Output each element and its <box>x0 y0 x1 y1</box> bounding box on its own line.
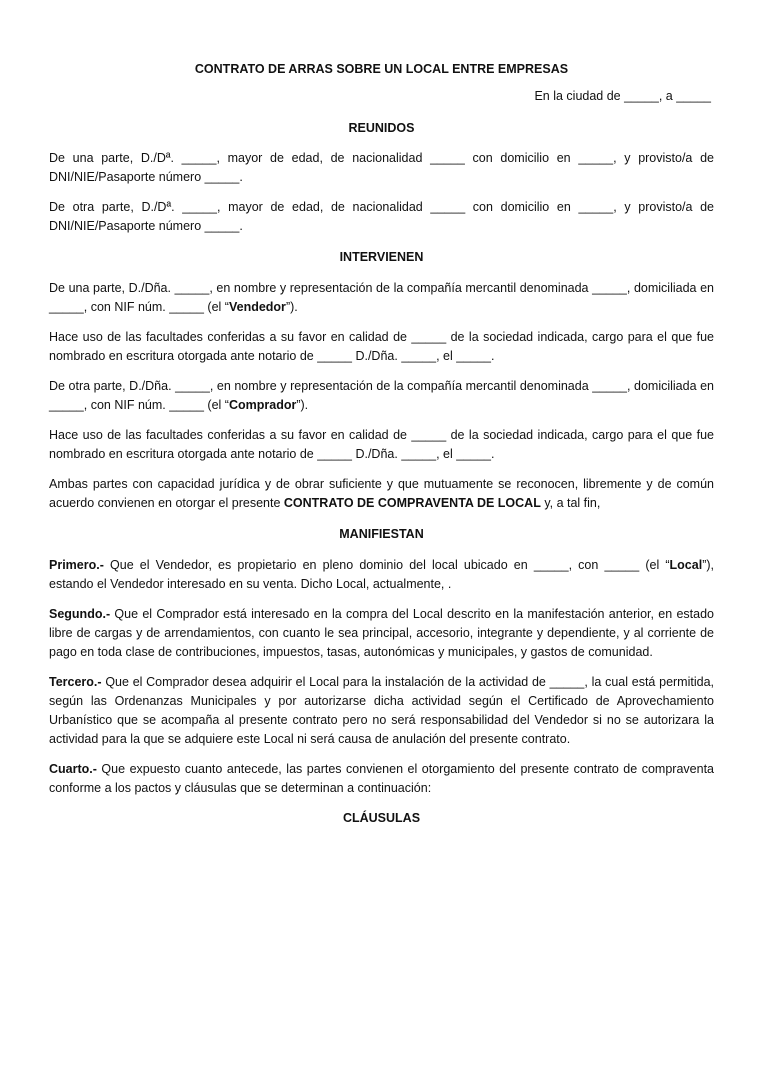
manifiesto-tercero: Tercero.- Que el Comprador desea adquirir el Local para la instalación de la actividad de _____, la cual está permitida, según las Ordenanzas Municipales y por autorizarse dicha actividad según el Certificado de Aprovechamiento Urbanístico que se acompaña al presente contrato pero no será responsabilidad del Vendedor si no se autorizara la actividad para la que se adquiere este Local ni será causa de anulación del presente contrato. <box>49 675 714 746</box>
cuarto-label: Cuarto.- <box>49 762 97 776</box>
intervienen-acuerdo: Ambas partes con capacidad jurídica y de obrar suficiente y que mutuamente se reconocen, libremente y de común acuerdo convienen en otorgar el presente CONTRATO DE COMPRAVENTA DE LOCAL y, a tal fin, <box>49 477 714 510</box>
primero-label: Primero.- <box>49 558 104 572</box>
contract-name-term: CONTRATO DE COMPRAVENTA DE LOCAL <box>283 496 541 510</box>
reunidos-party-one: De una parte, D./Dª. _____, mayor de edad, de nacionalidad _____ con domicilio en _____, y provisto/a de DNI/NIE/Pasaporte número _____. <box>49 151 714 184</box>
segundo-label: Segundo.- <box>49 607 111 621</box>
heading-intervienen: INTERVIENEN <box>339 250 424 264</box>
intervienen-comprador: De otra parte, D./Dña. _____, en nombre y representación de la compañía mercantil denominada _____, domiciliada en _____, con NIF núm. _____ (el “Comprador”). <box>49 379 714 412</box>
document-page <box>49 60 714 828</box>
manifiesto-segundo: Segundo.- Que el Comprador está interesado en la compra del Local descrito en la manifestación anterior, en estado libre de cargas y de arrendamientos, con cuanto le sea principal, accesorio, integrante y dependiente, y al corriente de pago en toda clase de contribuciones, impuestos, tasas, autonómicas y municipales, y gastos de comunidad. <box>49 607 714 659</box>
tercero-label: Tercero.- <box>49 675 102 689</box>
comprador-term: Comprador <box>228 398 297 412</box>
intervienen-comprador-facultades: Hace uso de las facultades conferidas a su favor en calidad de _____ de la sociedad indicada, cargo para el que fue nombrado en escritura otorgada ante notario de _____ D./Dña. _____, el _____. <box>49 428 714 461</box>
heading-manifiestan: MANIFIESTAN <box>339 527 424 541</box>
local-term: Local <box>669 558 703 572</box>
document-title: CONTRATO DE ARRAS SOBRE UN LOCAL ENTRE EMPRESAS <box>194 62 569 76</box>
place-date-line: En la ciudad de _____, a _____ <box>534 89 711 103</box>
heading-reunidos: REUNIDOS <box>348 121 415 135</box>
heading-clausulas: CLÁUSULAS <box>342 811 421 825</box>
manifiesto-primero: Primero.- Que el Vendedor, es propietario en pleno dominio del local ubicado en _____, con _____ (el “Local”), estando el Vendedor interesado en su venta. Dicho Local, actualmente, . <box>49 558 714 591</box>
intervienen-vendedor-facultades: Hace uso de las facultades conferidas a su favor en calidad de _____ de la sociedad indicada, cargo para el que fue nombrado en escritura otorgada ante notario de _____ D./Dña. _____, el _____. <box>49 330 714 363</box>
intervienen-vendedor: De una parte, D./Dña. _____, en nombre y representación de la compañía mercantil denominada _____, domiciliada en _____, con NIF núm. _____ (el “Vendedor”). <box>49 281 714 314</box>
manifiesto-cuarto: Cuarto.- Que expuesto cuanto antecede, las partes convienen el otorgamiento del presente contrato de compraventa conforme a los pactos y cláusulas que se determinan a continuación: <box>49 762 714 795</box>
reunidos-party-two: De otra parte, D./Dª. _____, mayor de edad, de nacionalidad _____ con domicilio en _____, y provisto/a de DNI/NIE/Pasaporte número _____. <box>49 200 714 233</box>
vendedor-term: Vendedor <box>228 300 286 314</box>
